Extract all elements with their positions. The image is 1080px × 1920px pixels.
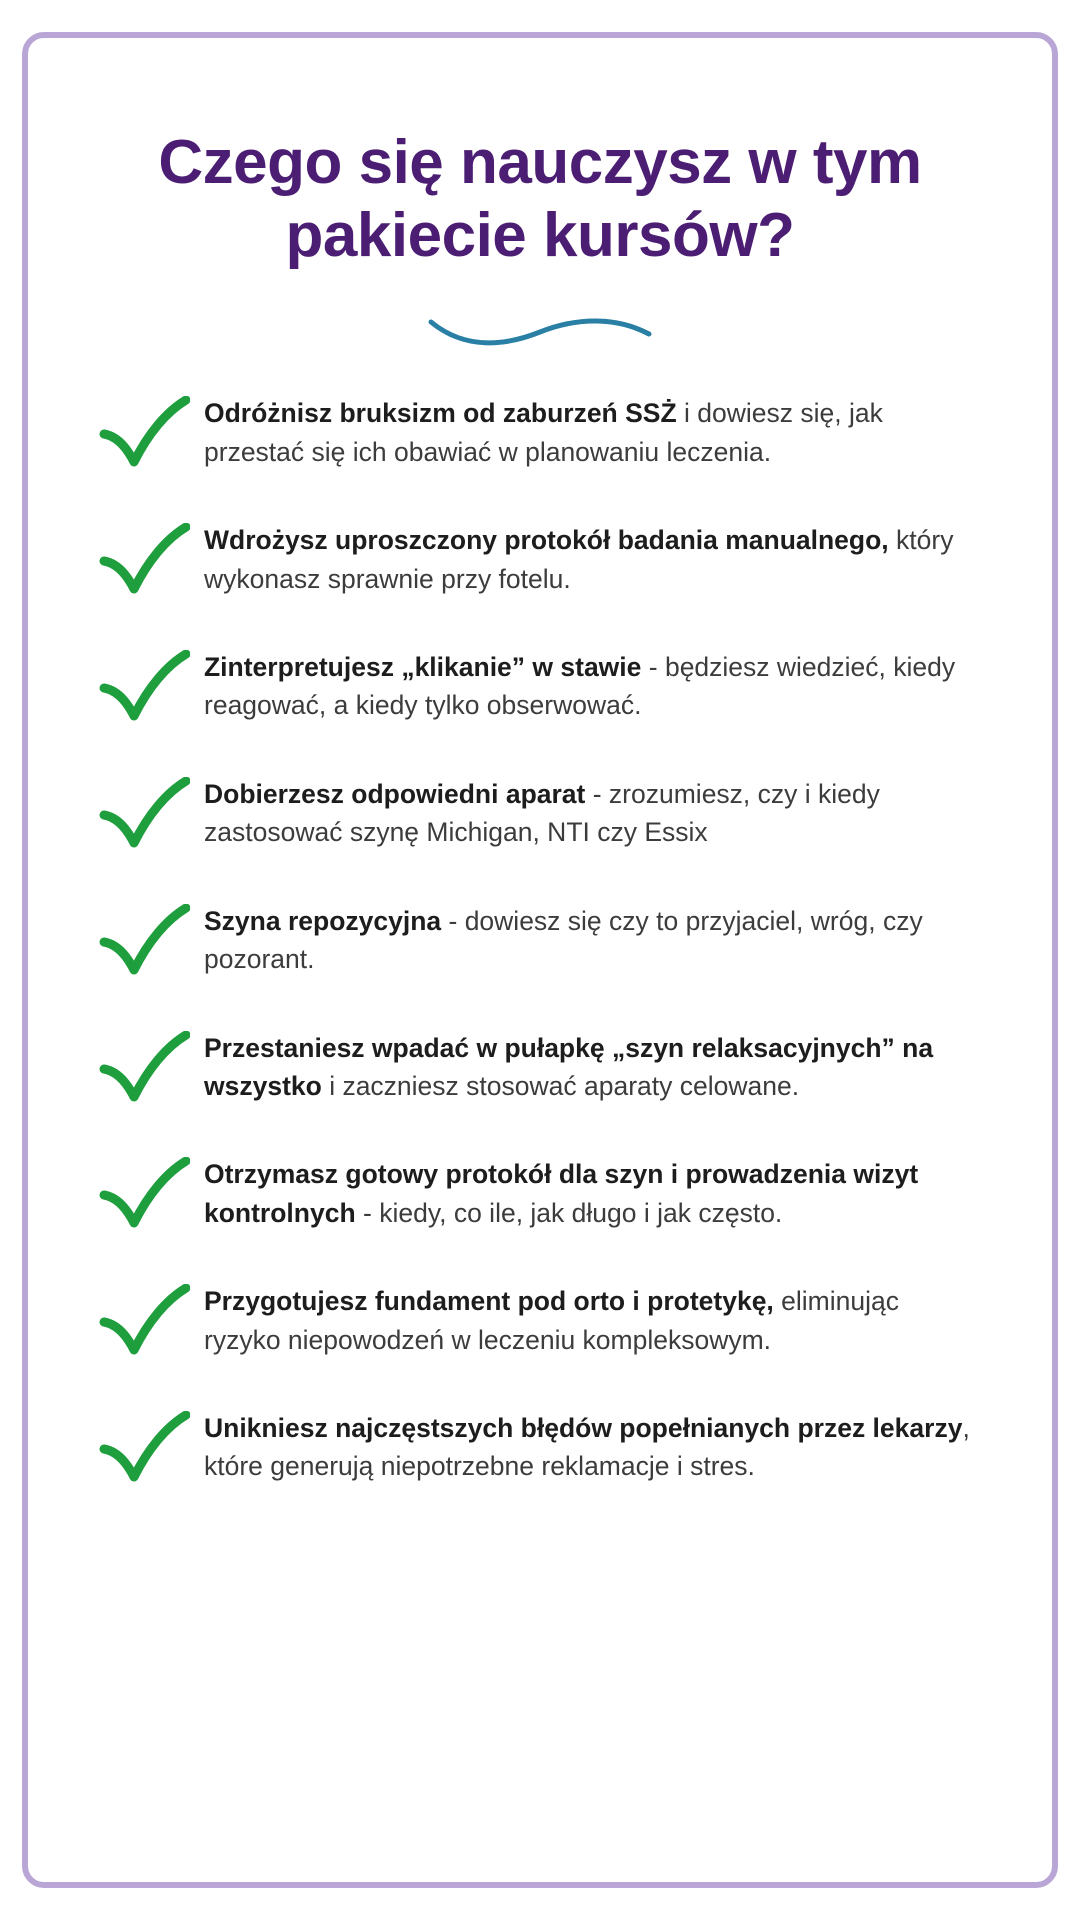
benefit-rest: , które generują niepotrzebne reklamacje i stres.: [204, 1413, 970, 1482]
benefit-text: [204, 1151, 982, 1232]
benefit-text: [204, 1025, 982, 1106]
benefit-rest: i zaczniesz stosować aparaty celowane.: [321, 1070, 800, 1101]
benefit-bold: Szyna repozycyjna: [204, 905, 442, 936]
list-item: [98, 390, 982, 471]
check-icon: [98, 396, 190, 470]
wave-divider-icon: [425, 306, 655, 352]
benefit-text: [204, 1278, 982, 1359]
list-item: [98, 898, 982, 979]
content-card: [38, 48, 1042, 1872]
divider: [98, 306, 982, 352]
check-icon: [98, 904, 190, 978]
check-icon: [98, 1031, 190, 1105]
benefit-bold: Przygotujesz fundament pod orto i protetykę,: [204, 1286, 774, 1317]
benefit-bold: Otrzymasz gotowy protokół dla szyn i prowadzenia wizyt kontrolnych: [204, 1159, 919, 1228]
benefit-rest: który wykonasz sprawnie przy fotelu.: [204, 525, 954, 594]
check-icon: [98, 777, 190, 851]
benefit-text: [204, 898, 982, 979]
benefit-bold: Przestaniesz wpadać w pułapkę „szyn relaksacyjnych” na wszystko: [204, 1032, 934, 1101]
benefit-rest: i dowiesz się, jak przestać się ich obawiać w planowaniu leczenia.: [204, 398, 883, 467]
list-item: [98, 1025, 982, 1106]
check-icon: [98, 650, 190, 724]
benefit-text: [204, 771, 982, 852]
benefit-rest: - dowiesz się czy to przyjaciel, wróg, czy pozorant.: [204, 905, 923, 975]
benefit-text: [204, 644, 982, 725]
benefit-text: [204, 390, 982, 471]
benefit-rest: - będziesz wiedzieć, kiedy reagować, a kiedy tylko obserwować.: [204, 652, 956, 721]
check-icon: [98, 1411, 190, 1485]
check-icon: [98, 1284, 190, 1358]
benefit-bold: Dobierzesz odpowiedni aparat: [204, 778, 586, 809]
benefit-bold: Unikniesz najczęstszych błędów popełnianych przez lekarzy: [204, 1413, 963, 1444]
benefits-list: [98, 390, 982, 1486]
benefit-bold: Wdrożysz uproszczony protokół badania manualnego,: [204, 525, 889, 556]
benefit-bold: Zinterpretujesz „klikanie” w stawie: [204, 652, 642, 682]
benefit-bold: Odróżnisz bruksizm od zaburzeń SSŻ: [204, 398, 677, 429]
list-item: [98, 1278, 982, 1359]
page-title: Czego się nauczysz w tym pakiecie kursów?: [158, 128, 922, 271]
list-item: [98, 1405, 982, 1486]
list-item: [98, 644, 982, 725]
benefit-rest: - zrozumiesz, czy i kiedy zastosować szynę Michigan, NTI czy Essix: [204, 778, 880, 848]
benefit-rest: - kiedy, co ile, jak długo i jak często.: [355, 1197, 783, 1228]
list-item: [98, 1151, 982, 1232]
list-item: [98, 517, 982, 598]
benefit-text: [204, 1405, 982, 1486]
check-icon: [98, 1157, 190, 1231]
benefit-text: [204, 517, 982, 598]
benefit-rest: eliminując ryzyko niepowodzeń w leczeniu kompleksowym.: [204, 1286, 899, 1355]
check-icon: [98, 523, 190, 597]
list-item: [98, 771, 982, 852]
